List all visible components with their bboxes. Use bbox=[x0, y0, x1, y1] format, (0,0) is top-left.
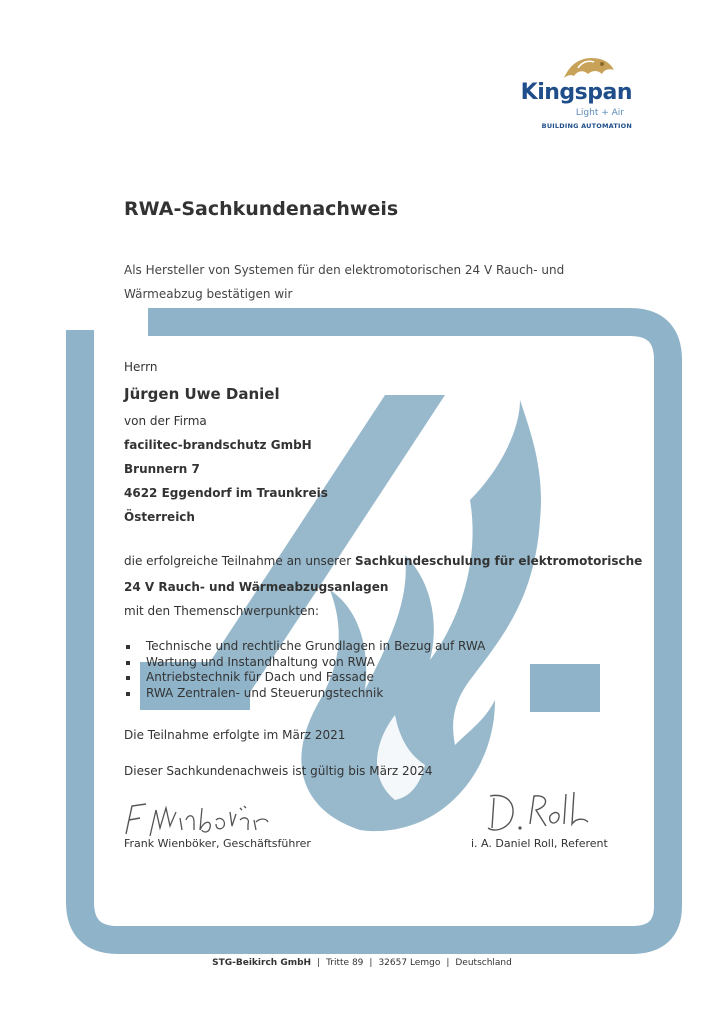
brand-subtitle: Light + Air bbox=[575, 108, 624, 118]
list-item: Technische und rechtliche Grundlagen in Bezug auf RWA bbox=[124, 639, 485, 655]
brand-division: BUILDING AUTOMATION bbox=[541, 122, 632, 130]
list-item: Wartung und Instandhaltung von RWA bbox=[124, 655, 485, 671]
topics-label: mit den Themenschwerpunkten: bbox=[124, 604, 320, 618]
company-name: facilitec-brandschutz GmbH bbox=[124, 438, 312, 452]
salutation: Herrn bbox=[124, 360, 158, 374]
footer-street: Tritte 89 bbox=[326, 958, 364, 968]
participation-date: Die Teilnahme erfolgte im März 2021 bbox=[124, 728, 346, 742]
kingspan-logo bbox=[512, 50, 632, 130]
company-city: 4622 Eggendorf im Traunkreis bbox=[124, 486, 328, 500]
brand-name: Kingspan bbox=[520, 80, 632, 105]
signature-caption-right: i. A. Daniel Roll, Referent bbox=[471, 837, 608, 850]
course-line-1 bbox=[124, 554, 642, 568]
footer-country: Deutschland bbox=[455, 958, 512, 968]
course-title-part-2: 24 V Rauch- und Wärmeabzugsanlagen bbox=[124, 580, 389, 594]
company-label: von der Firma bbox=[124, 414, 207, 428]
footer-separator: | bbox=[446, 958, 450, 968]
right-square bbox=[530, 664, 600, 712]
company-country: Österreich bbox=[124, 510, 195, 524]
footer-separator: | bbox=[317, 958, 321, 968]
company-street: Brunnern 7 bbox=[124, 462, 200, 476]
footer-company: STG-Beikirch GmbH bbox=[212, 958, 312, 968]
topics-list bbox=[124, 639, 485, 701]
list-item: RWA Zentralen- und Steuerungstechnik bbox=[124, 686, 485, 702]
list-item: Antriebstechnik für Dach und Fassade bbox=[124, 670, 485, 686]
footer-address bbox=[0, 958, 724, 968]
signature-roll bbox=[480, 788, 600, 838]
signature-caption-left: Frank Wienböker, Geschäftsführer bbox=[124, 837, 311, 850]
footer-city: 32657 Lemgo bbox=[378, 958, 441, 968]
recipient-name: Jürgen Uwe Daniel bbox=[124, 385, 280, 403]
course-line-1-prefix: die erfolgreiche Teilnahme an unserer bbox=[124, 554, 355, 568]
course-title-part-1: Sachkundeschulung für elektromotorische bbox=[354, 554, 643, 568]
document-title: RWA-Sachkundenachweis bbox=[124, 198, 399, 220]
signature-wienboeker bbox=[120, 796, 300, 842]
validity-date: Dieser Sachkundenachweis ist gültig bis März 2024 bbox=[124, 764, 433, 778]
frame-corner bbox=[66, 330, 94, 360]
intro-text: Als Hersteller von Systemen für den elektromotorischen 24 V Rauch- und Wärmeabzug bestätigen wir bbox=[124, 263, 565, 301]
footer-separator: | bbox=[369, 958, 373, 968]
